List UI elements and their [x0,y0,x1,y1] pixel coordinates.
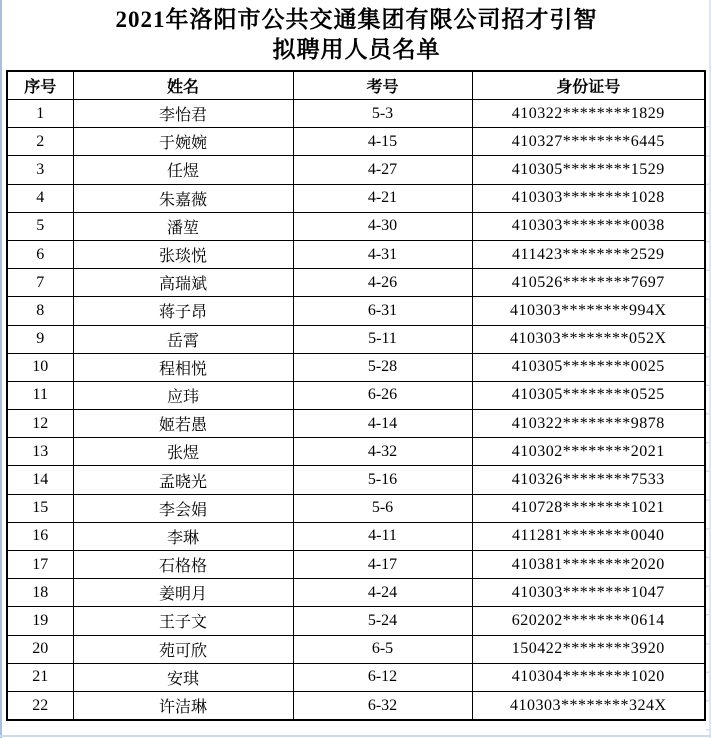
cell-id-no: 150422********3920 [472,635,705,663]
cell-name: 许洁琳 [73,691,293,720]
cell-exam-no: 4-15 [293,128,472,156]
cell-id-no: 411423********2529 [472,240,705,268]
cell-id-no: 410305********0525 [472,381,705,409]
cell-exam-no: 5-6 [293,494,472,522]
cell-no: 22 [7,691,73,720]
cell-name: 蒋子昂 [73,297,293,325]
cell-exam-no: 4-17 [293,551,472,579]
cell-no: 1 [7,100,73,128]
cell-exam-no: 4-21 [293,184,472,212]
cell-no: 8 [7,297,73,325]
table-row [7,663,705,691]
cell-no: 19 [7,607,73,635]
table-row [7,691,705,720]
cell-name: 石格格 [73,551,293,579]
cell-name: 姬若愚 [73,410,293,438]
cell-exam-no: 6-12 [293,663,472,691]
cell-no: 2 [7,128,73,156]
left-gridline [0,0,2,738]
cell-id-no: 410303********1047 [472,579,705,607]
cell-id-no: 410303********0038 [472,212,705,240]
cell-id-no: 410728********1021 [472,494,705,522]
bottom-gridline [0,735,711,737]
cell-name: 朱嘉薇 [73,184,293,212]
cell-name: 李会娟 [73,494,293,522]
cell-name: 王子文 [73,607,293,635]
cell-exam-no: 4-26 [293,269,472,297]
cell-no: 11 [7,381,73,409]
cell-name: 姜明月 [73,579,293,607]
cell-name: 李琳 [73,522,293,550]
cell-name: 岳霄 [73,325,293,353]
cell-id-no: 410303********052X [472,325,705,353]
header-exam-no: 考号 [293,71,472,100]
table-row [7,100,705,128]
cell-no: 6 [7,240,73,268]
cell-no: 15 [7,494,73,522]
cell-id-no: 410305********1529 [472,156,705,184]
cell-no: 5 [7,212,73,240]
table-row [7,381,705,409]
table-row [7,240,705,268]
cell-no: 21 [7,663,73,691]
right-margin-gridlines [706,99,710,733]
cell-id-no: 410322********9878 [472,410,705,438]
cell-exam-no: 5-28 [293,353,472,381]
cell-exam-no: 6-32 [293,691,472,720]
table-row [7,635,705,663]
cell-exam-no: 5-24 [293,607,472,635]
table-row [7,494,705,522]
cell-id-no: 411281********0040 [472,522,705,550]
table-row [7,551,705,579]
cell-no: 10 [7,353,73,381]
cell-exam-no: 4-14 [293,410,472,438]
cell-name: 苑可欣 [73,635,293,663]
table-row [7,607,705,635]
cell-name: 安琪 [73,663,293,691]
table-row [7,184,705,212]
cell-id-no: 410327********6445 [472,128,705,156]
cell-id-no: 410304********1020 [472,663,705,691]
cell-exam-no: 4-32 [293,438,472,466]
cell-exam-no: 6-5 [293,635,472,663]
cell-no: 16 [7,522,73,550]
table-row [7,156,705,184]
cell-no: 3 [7,156,73,184]
cell-name: 张琰悦 [73,240,293,268]
table-row [7,466,705,494]
table-row [7,579,705,607]
table-body [7,100,705,721]
cell-name: 孟晓光 [73,466,293,494]
cell-exam-no: 6-31 [293,297,472,325]
cell-no: 17 [7,551,73,579]
cell-name: 任煜 [73,156,293,184]
cell-name: 程相悦 [73,353,293,381]
header-row [7,71,705,100]
table-row [7,212,705,240]
header-name: 姓名 [73,71,293,100]
cell-id-no: 410322********1829 [472,100,705,128]
cell-exam-no: 4-31 [293,240,472,268]
table-row [7,269,705,297]
cell-exam-no: 4-30 [293,212,472,240]
roster-table [6,70,706,721]
cell-no: 18 [7,579,73,607]
cell-id-no: 410303********994X [472,297,705,325]
cell-id-no: 410303********1028 [472,184,705,212]
table-row [7,353,705,381]
cell-name: 李怡君 [73,100,293,128]
cell-exam-no: 6-26 [293,381,472,409]
table-row [7,522,705,550]
cell-no: 7 [7,269,73,297]
title-line-2: 拟聘用人员名单 [272,37,441,62]
cell-name: 张煜 [73,438,293,466]
cell-id-no: 410526********7697 [472,269,705,297]
cell-id-no: 410302********2021 [472,438,705,466]
cell-exam-no: 4-27 [293,156,472,184]
cell-name: 潘堃 [73,212,293,240]
cell-name: 高瑞斌 [73,269,293,297]
title-line-1: 2021年洛阳市公共交通集团有限公司招才引智 [115,7,598,32]
cell-exam-no: 5-3 [293,100,472,128]
cell-id-no: 410303********324X [472,691,705,720]
cell-no: 13 [7,438,73,466]
table-row [7,325,705,353]
cell-exam-no: 4-11 [293,522,472,550]
table-row [7,128,705,156]
cell-no: 20 [7,635,73,663]
cell-id-no: 410305********0025 [472,353,705,381]
cell-no: 9 [7,325,73,353]
document-title [8,5,705,65]
table-row [7,438,705,466]
cell-id-no: 620202********0614 [472,607,705,635]
cell-name: 应玮 [73,381,293,409]
cell-exam-no: 5-11 [293,325,472,353]
cell-exam-no: 4-24 [293,579,472,607]
header-id-no: 身份证号 [472,71,705,100]
table-row [7,297,705,325]
header-no: 序号 [7,71,73,100]
cell-id-no: 410326********7533 [472,466,705,494]
cell-id-no: 410381********2020 [472,551,705,579]
table-row [7,410,705,438]
cell-exam-no: 5-16 [293,466,472,494]
cell-name: 于婉婉 [73,128,293,156]
cell-no: 12 [7,410,73,438]
cell-no: 4 [7,184,73,212]
cell-no: 14 [7,466,73,494]
